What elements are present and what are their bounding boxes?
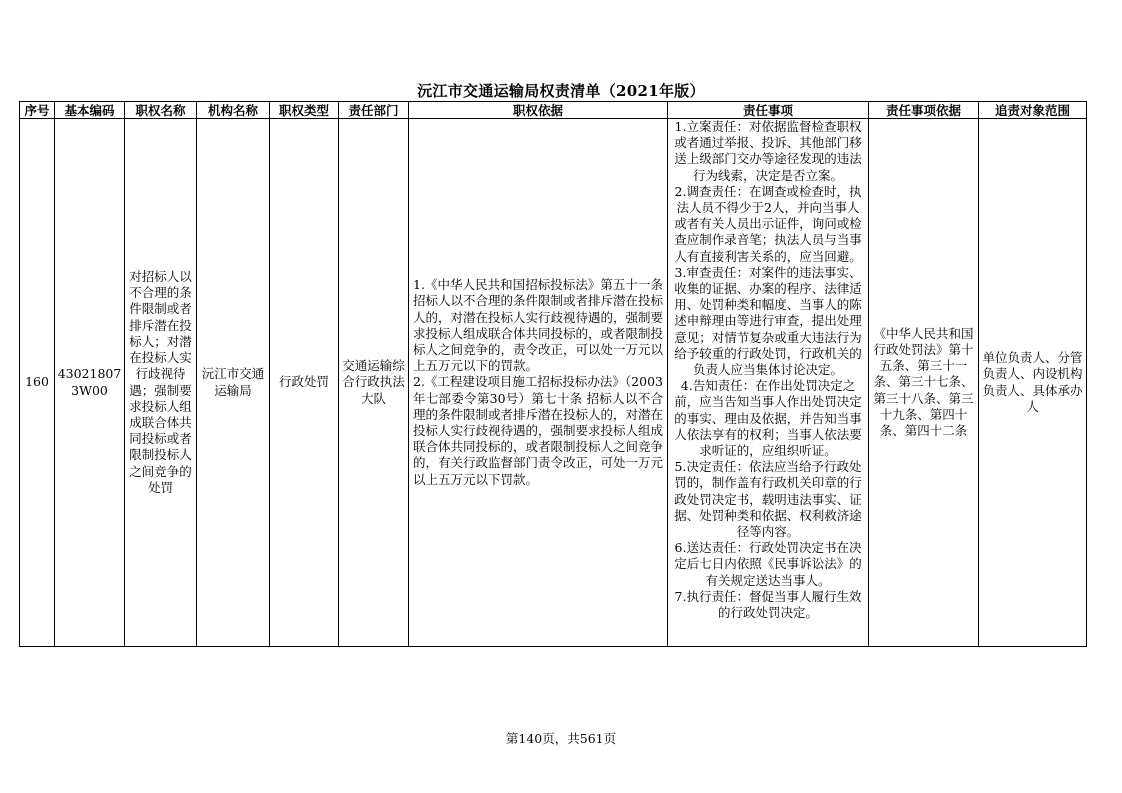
table-row (20, 119, 1087, 647)
code-value: 430218073W00 (57, 366, 122, 398)
cell-duty-basis (869, 119, 979, 647)
cell-accountability (979, 119, 1087, 647)
power-responsibility-table (19, 101, 1087, 647)
org-name-value: 沅江市交通运输局 (201, 366, 265, 398)
duty-item: 1.立案责任：对依据监督检查职权或者通过举报、投诉、其他部门移送上级部门交办等途径发现的违法行为线索，决定是否立案。 (674, 119, 862, 183)
power-type-value: 行政处罚 (278, 374, 329, 390)
basis-item: 2.《工程建设项目施工招标投标办法》（2003年七部委令第30号）第七十条 招标人以不合理的条件限制或者排斥潜在投标人的，对潜在投标人实行歧视待遇的，强制要求投标人组成联合体共同投标的，或者限制投标人之间竞争的，有关行政监督部门责令改正，可处一万元以上五万元以下罚款。 (413, 374, 664, 487)
index-value: 160 (25, 374, 49, 390)
page-number: 第140页，共561页 (505, 731, 617, 746)
basis-text (409, 277, 667, 488)
cell-power-type (270, 119, 339, 647)
duty-item: 3.审查责任：对案件的违法事实、收集的证据、办案的程序、法律适用、处罚种类和幅度、当事人的陈述申辩理由等进行审查，提出处理意见；对情节复杂或重大违法行为给予较重的行政处罚，行政机关的负责人应当集体讨论决定。 (674, 264, 862, 378)
header-index: 序号 (20, 102, 55, 119)
cell-index (20, 119, 55, 647)
header-dept: 责任部门 (339, 102, 409, 119)
header-basis: 职权依据 (409, 102, 668, 119)
cell-dept (339, 119, 409, 647)
duty-item: 6.送达责任：行政处罚决定书在决定后七日内依照《民事诉讼法》的有关规定送达当事人。 (674, 540, 862, 588)
document-title: 沅江市交通运输局权责清单（2021年版） (417, 82, 705, 100)
header-code: 基本编码 (55, 102, 125, 119)
header-duties: 责任事项 (668, 102, 869, 119)
header-power-type: 职权类型 (270, 102, 339, 119)
duty-basis-value: 《中华人民共和国行政处罚法》第十五条、第三十一条、第三十七条、第三十八条、第三十九条、第四十条、第四十二条 (873, 325, 974, 438)
duty-item: 2.调查责任：在调查或检查时，执法人员不得少于2人，并向当事人或者有关人员出示证件，询问或检查应制作录音笔；执法人员与当事人有直接利害关系的，应当回避。 (674, 183, 862, 264)
cell-code (55, 119, 125, 647)
header-accountability: 追责对象范围 (979, 102, 1087, 119)
cell-basis (409, 119, 668, 647)
accountability-value: 单位负责人、分管负责人、内设机构负责人、具体承办人 (982, 350, 1083, 414)
duty-item: 7.执行责任：督促当事人履行生效的行政处罚决定。 (674, 588, 862, 621)
duty-list (668, 119, 868, 646)
header-duty-basis: 责任事项依据 (869, 102, 979, 119)
duty-item: 4.告知责任：在作出处罚决定之前，应当告知当事人作出处罚决定的事实、理由及依据，并告知当事人依法享有的权利；当事人依法要求听证的，应组织听证。 (674, 378, 862, 459)
power-name-value: 对招标人以不合理的条件限制或者排斥潜在投标人；对潜在投标人实行歧视待遇；强制要求投标人组成联合体共同投标或者限制投标人之间竞争的处罚 (129, 269, 192, 495)
cell-org-name (197, 119, 270, 647)
dept-value: 交通运输综合行政执法大队 (342, 358, 405, 406)
basis-item: 1.《中华人民共和国招标投标法》第五十一条 招标人以不合理的条件限制或者排斥潜在投标人的，对潜在投标人实行歧视待遇的，强制要求投标人组成联合体共同投标的，或者限制投标人之间竞争的，责令改正，可以处一万元以上五万元以下的罚款。 (413, 277, 664, 374)
cell-duties (668, 119, 869, 647)
header-org-name: 机构名称 (197, 102, 270, 119)
table-header-row (20, 102, 1087, 119)
header-power-name: 职权名称 (125, 102, 197, 119)
duty-item: 5.决定责任：依法应当给予行政处罚的，制作盖有行政机关印章的行政处罚决定书，载明违法事实、证据、处罚种类和依据、权利救济途径等内容。 (674, 459, 862, 540)
cell-power-name (125, 119, 197, 647)
